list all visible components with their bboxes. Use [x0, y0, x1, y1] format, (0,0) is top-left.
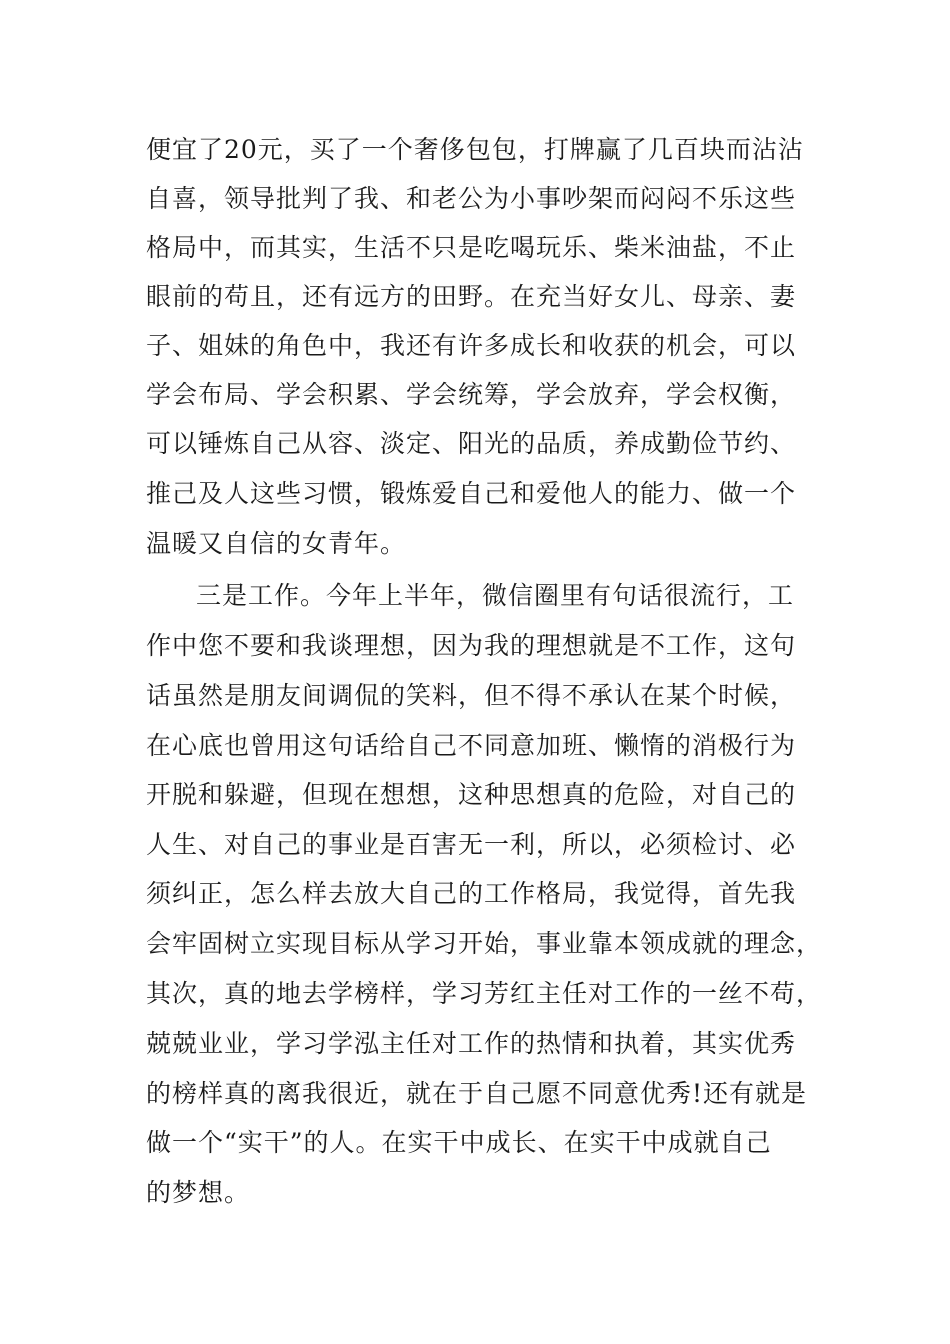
- text-line: 便宜了20元，买了一个奢侈包包，打牌赢了几百块而沾沾: [146, 135, 804, 164]
- text-line: 作中您不要和我谈理想，因为我的理想就是不工作，这句: [146, 631, 797, 660]
- paragraph-first-line: 三是工作。今年上半年，微信圈里有句话很流行，工: [196, 581, 795, 610]
- text-line: 的榜样真的离我很近，就在于自己愿不同意优秀!还有就是: [146, 1079, 808, 1108]
- text-line: 可以锤炼自己从容、淡定、阳光的品质，养成勤俭节约、: [146, 429, 797, 458]
- text-line: 自喜，领导批判了我、和老公为小事吵架而闷闷不乐这些: [146, 184, 797, 213]
- text-line: 格局中，而其实，生活不只是吃喝玩乐、柴米油盐，不止: [146, 233, 797, 262]
- text-line: 其次，真的地去学榜样，学习芳红主任对工作的一丝不苟，: [146, 979, 823, 1008]
- text-line: 推己及人这些习惯，锻炼爱自己和爱他人的能力、做一个: [146, 479, 797, 508]
- text-line: 会牢固树立实现目标从学习开始，事业靠本领成就的理念，: [146, 929, 823, 958]
- text-line: 的梦想。: [146, 1178, 251, 1207]
- text-line: 子、姐妹的角色中，我还有许多成长和收获的机会，可以: [146, 331, 797, 360]
- text-line: 人生、对自己的事业是百害无一利，所以，必须检讨、必: [146, 830, 797, 859]
- text-line: 开脱和躲避，但现在想想，这种思想真的危险，对自己的: [146, 780, 797, 809]
- text-line: 温暖又自信的女青年。: [146, 529, 407, 558]
- text-line: 学会布局、学会积累、学会统筹，学会放弃，学会权衡，: [146, 380, 797, 409]
- text-line: 眼前的苟且，还有远方的田野。在充当好女儿、母亲、妻: [146, 282, 797, 311]
- text-line: 在心底也曾用这句话给自己不同意加班、懒惰的消极行为: [146, 731, 797, 760]
- text-line: 须纠正，怎么样去放大自己的工作格局，我觉得，首先我: [146, 879, 797, 908]
- text-line: 话虽然是朋友间调侃的笑料，但不得不承认在某个时候，: [146, 681, 797, 710]
- text-line: 做一个“实干”的人。在实干中成长、在实干中成就自己: [146, 1128, 772, 1157]
- text-line: 兢兢业业，学习学泓主任对工作的热情和执着，其实优秀: [146, 1029, 797, 1058]
